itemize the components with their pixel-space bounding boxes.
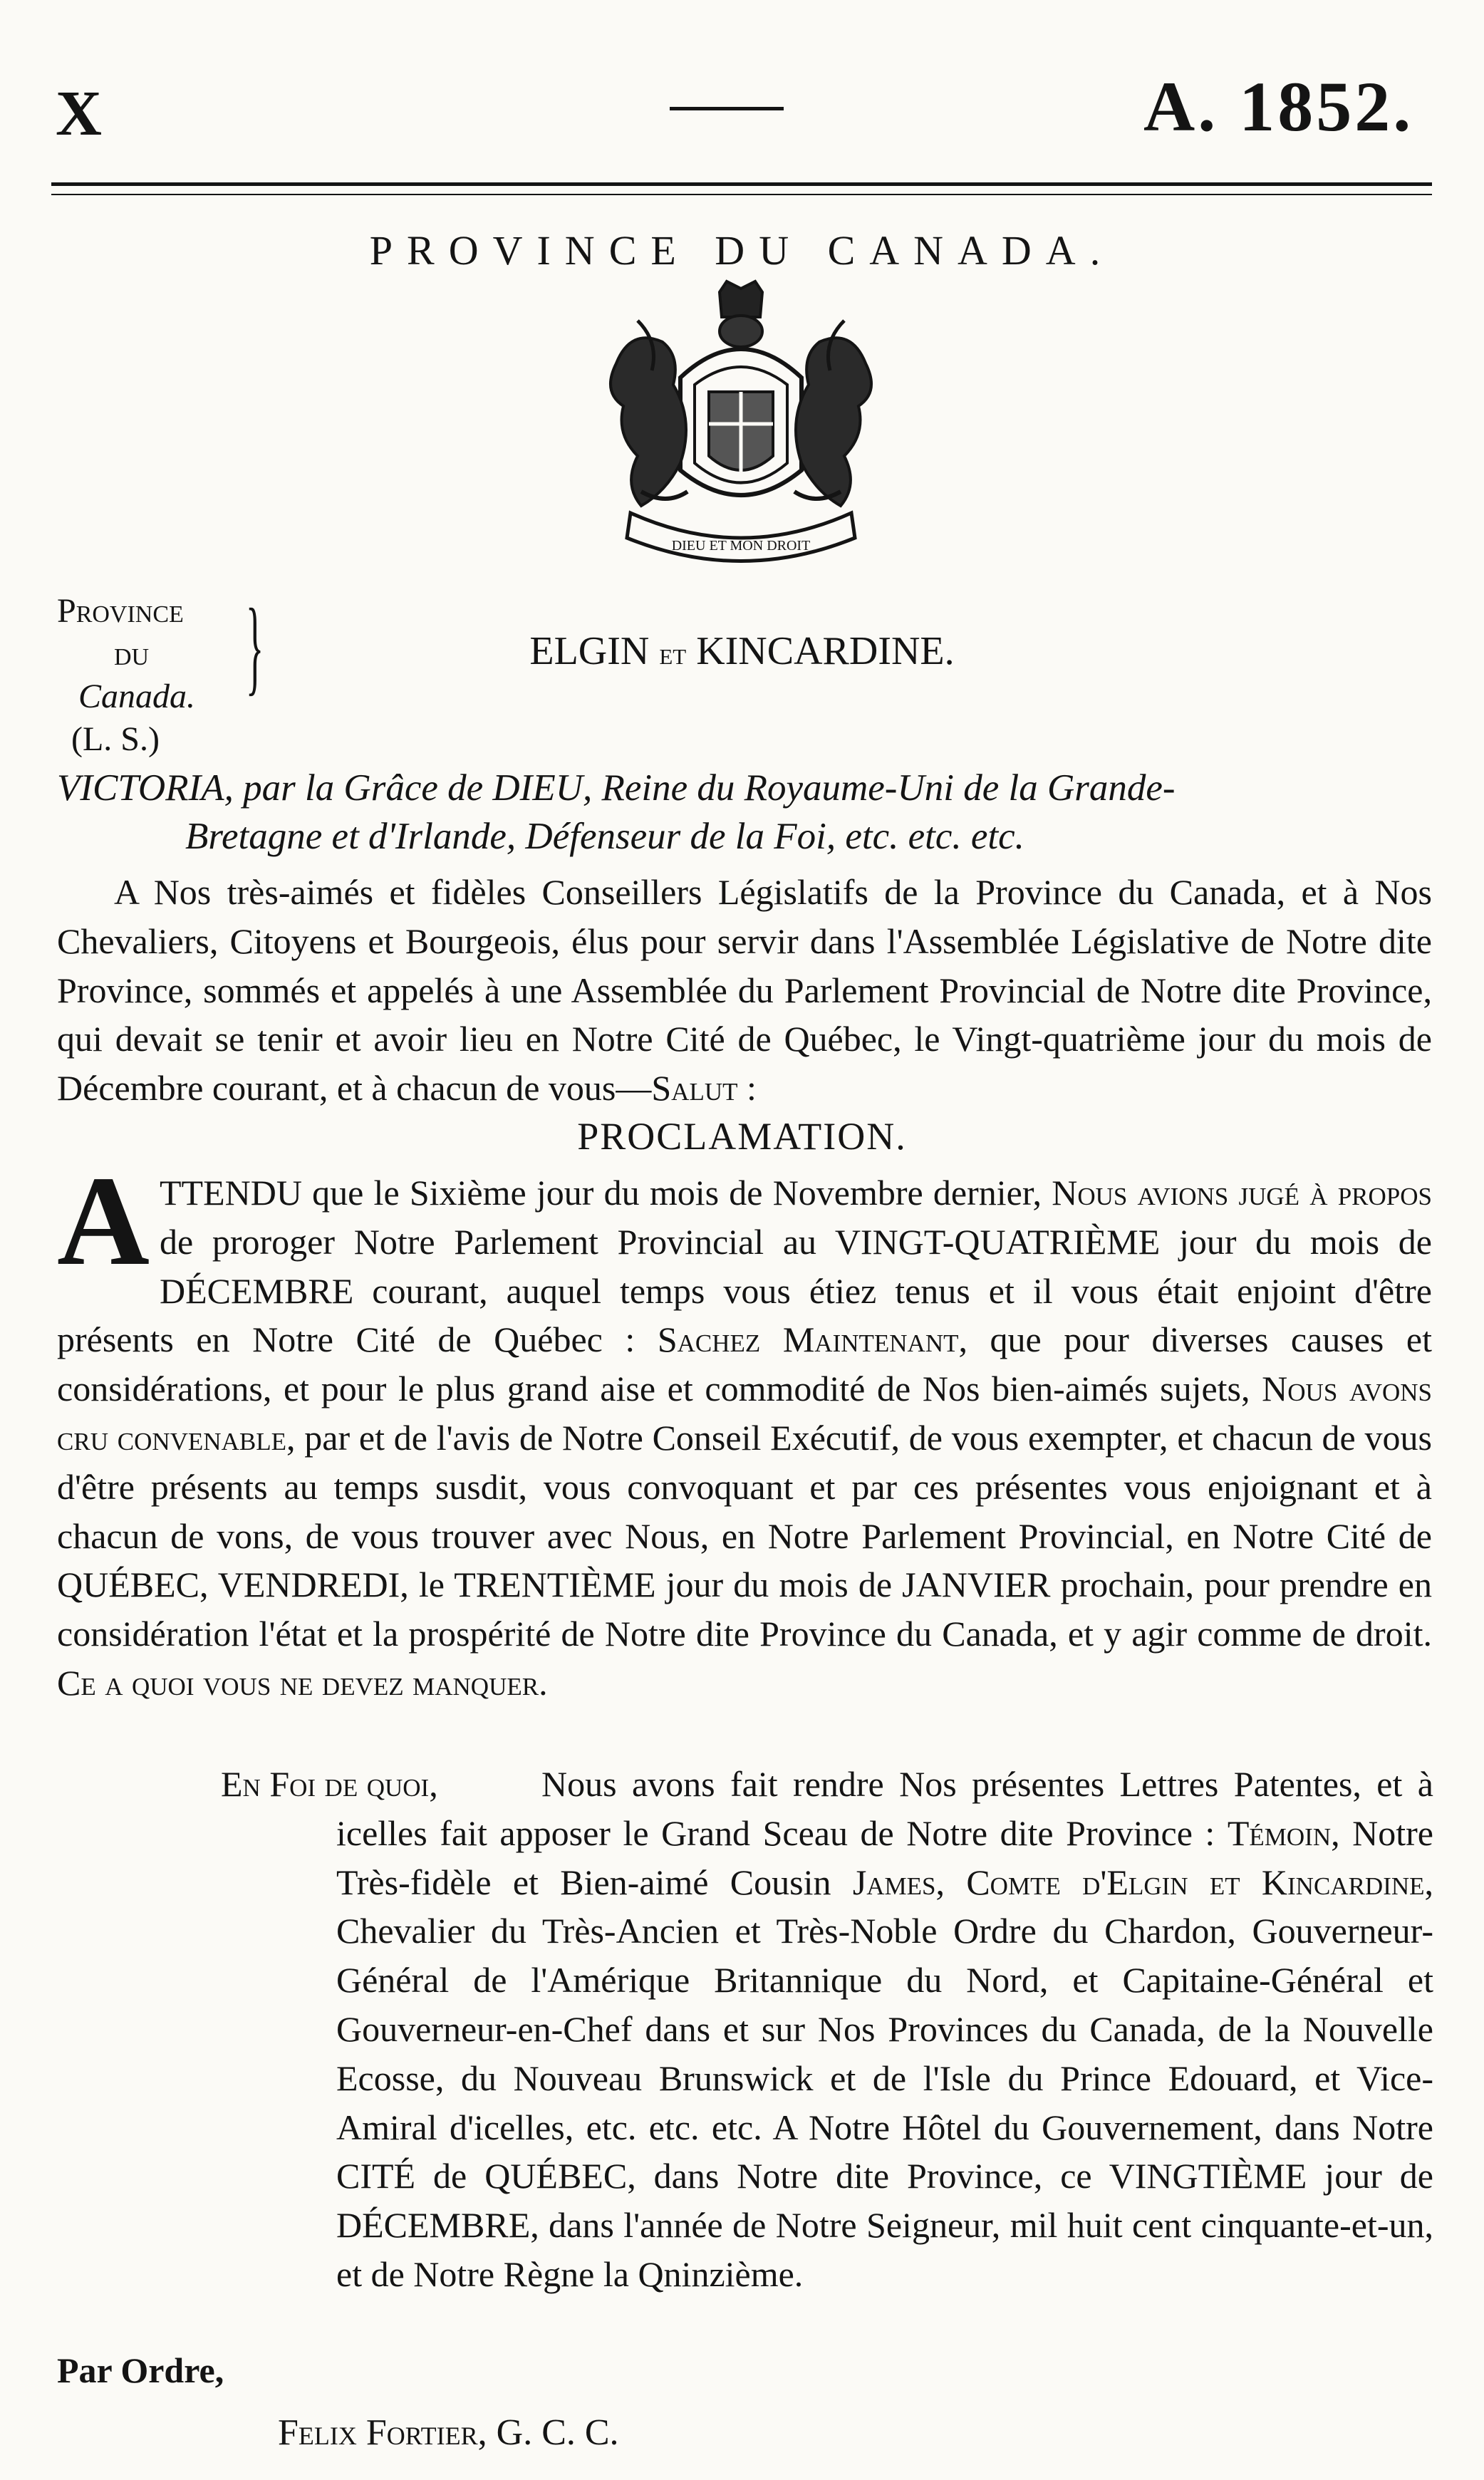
witness-lead: En Foi de quoi, bbox=[221, 1764, 438, 1804]
page-number: X bbox=[56, 78, 102, 149]
header-rule-thick bbox=[51, 182, 1432, 186]
margin-line-du: du bbox=[114, 635, 150, 673]
coat-motto-text: DIEU ET MON DROIT bbox=[671, 538, 811, 554]
royal-coat-of-arms-icon bbox=[574, 278, 908, 584]
proclamation-text-3: , que pour diverses causes et considérations, et pour le plus grand aise et commodité de Nos bien-aimés sujets, bbox=[57, 1319, 1432, 1409]
governor-connector: et bbox=[659, 636, 687, 671]
proclamation-sc-1: Nous avions jugé à propos bbox=[1052, 1173, 1432, 1213]
witness-sc-2: James, Comte d'Elgin et Kincardine bbox=[852, 1862, 1425, 1902]
witness-text-3: , Chevalier du Très-Ancien et Très-Noble Ordre du Chardon, Gouverneur-Général de l'Amérique Britannique du Nord, et Capitaine-Général et Gouverneur-en-Chef dans et sur Nos Provinces du Canada, de la Nouvelle Ecosse, du Nouveau Brunswick et de l'Isle du Prince Edouard, et Vice-Amiral d'icelles, etc. etc. etc. A Notre Hôtel du Gouvernement, dans Notre CITÉ de QUÉBEC, dans Notre dite Province, ce VINGTIÈME jour de DÉCEMBRE, dans l'année de Notre Seigneur, mil huit cent cinquante-et-un, et de Notre Règne la Qninzième. bbox=[336, 1862, 1433, 2294]
proclamation-text-4: , par et de l'avis de Notre Conseil Exécutif, de vous exempter, et chacun de vous d'être présents au temps susdit, vous convoquant et par ces présentes vous enjoignant et à chacun de vons, de vous trouver avec Nous, en Notre Parlement Provincial, en Notre Cité de QUÉBEC, VENDREDI, le TRENTIÈME jour du mois de JANVIER prochain, pour prendre en considération l'état et la prospérité de Notre dite Province du Canada, et y agir comme de droit. bbox=[57, 1417, 1432, 1654]
address-text: A Nos très-aimés et fidèles Conseillers Législatifs de la Province du Canada, et à Nos Chevaliers, Citoyens et Bourgeois, élus pour servir dans l'Assemblée Législative de Notre dite Province, sommés et appelés à une Assemblée du Parlement Provincial de Notre dite Province, qui devait se tenir et avoir lieu en Notre Cité de Québec, le Vingt-quatrième jour du mois de Décembre courant, et à chacun de vous— bbox=[57, 872, 1432, 1109]
address-salut: Salut : bbox=[651, 1068, 757, 1109]
by-order: Par Ordre, bbox=[57, 2350, 224, 2390]
seal-mark: (L. S.) bbox=[71, 720, 160, 758]
royal-style-line-2: Bretagne et d'Irlande, Défenseur de la Foi, etc. etc. etc. bbox=[185, 816, 1024, 857]
drop-cap: A bbox=[57, 1150, 150, 1292]
witness-sc-1: Témoin bbox=[1227, 1812, 1332, 1853]
margin-line-canada: Canada. bbox=[78, 678, 196, 715]
address-paragraph bbox=[57, 868, 1432, 1113]
royal-style-line-1: VICTORIA, par la Grâce de DIEU, Reine du Royaume-Uni de la Grande- bbox=[57, 767, 1176, 809]
governor-line bbox=[0, 628, 1484, 674]
page-title: PROVINCE DU CANADA. bbox=[369, 227, 1115, 274]
header-rule-thin bbox=[51, 194, 1432, 195]
proclamation-heading: PROCLAMATION. bbox=[577, 1115, 907, 1158]
governor-name-1: ELGIN bbox=[529, 629, 650, 673]
margin-line-province: Province bbox=[57, 592, 184, 630]
header-dash bbox=[670, 107, 784, 110]
proclamation-text-1: TTENDU que le Sixième jour du mois de Novembre dernier, bbox=[160, 1173, 1052, 1213]
governor-name-2: KINCARDINE. bbox=[696, 629, 955, 673]
royal-style bbox=[57, 764, 1432, 861]
witness-paragraph bbox=[336, 1760, 1433, 2299]
proclamation-body bbox=[57, 1150, 1432, 1708]
proclamation-sc-3: Nous avons cru convenable bbox=[57, 1369, 1432, 1458]
proclamation-sc-2: Sachez Maintenant bbox=[657, 1319, 959, 1360]
proclamation-text-2: de proroger Notre Parlement Provincial au VINGT-QUATRIÈME jour du mois de DÉCEMBRE courant, auquel temps vous étiez tenus et il vous était enjoint d'être présents en Notre Cité de Québec : bbox=[57, 1221, 1432, 1360]
header-year: A. 1852. bbox=[1143, 67, 1414, 146]
margin-brace: } bbox=[246, 587, 264, 705]
witness-text-2: , Notre Très-fidèle et Bien-aimé Cousin bbox=[336, 1812, 1433, 1902]
signature: Felix Fortier, G. C. C. bbox=[278, 2412, 619, 2453]
witness-text-1: Nous avons fait rendre Nos présentes Lettres Patentes, et à icelles fait apposer le Grand Sceau de Notre dite Province : bbox=[336, 1764, 1433, 1853]
proclamation-sc-4: Ce a quoi vous ne devez manquer. bbox=[57, 1662, 548, 1703]
